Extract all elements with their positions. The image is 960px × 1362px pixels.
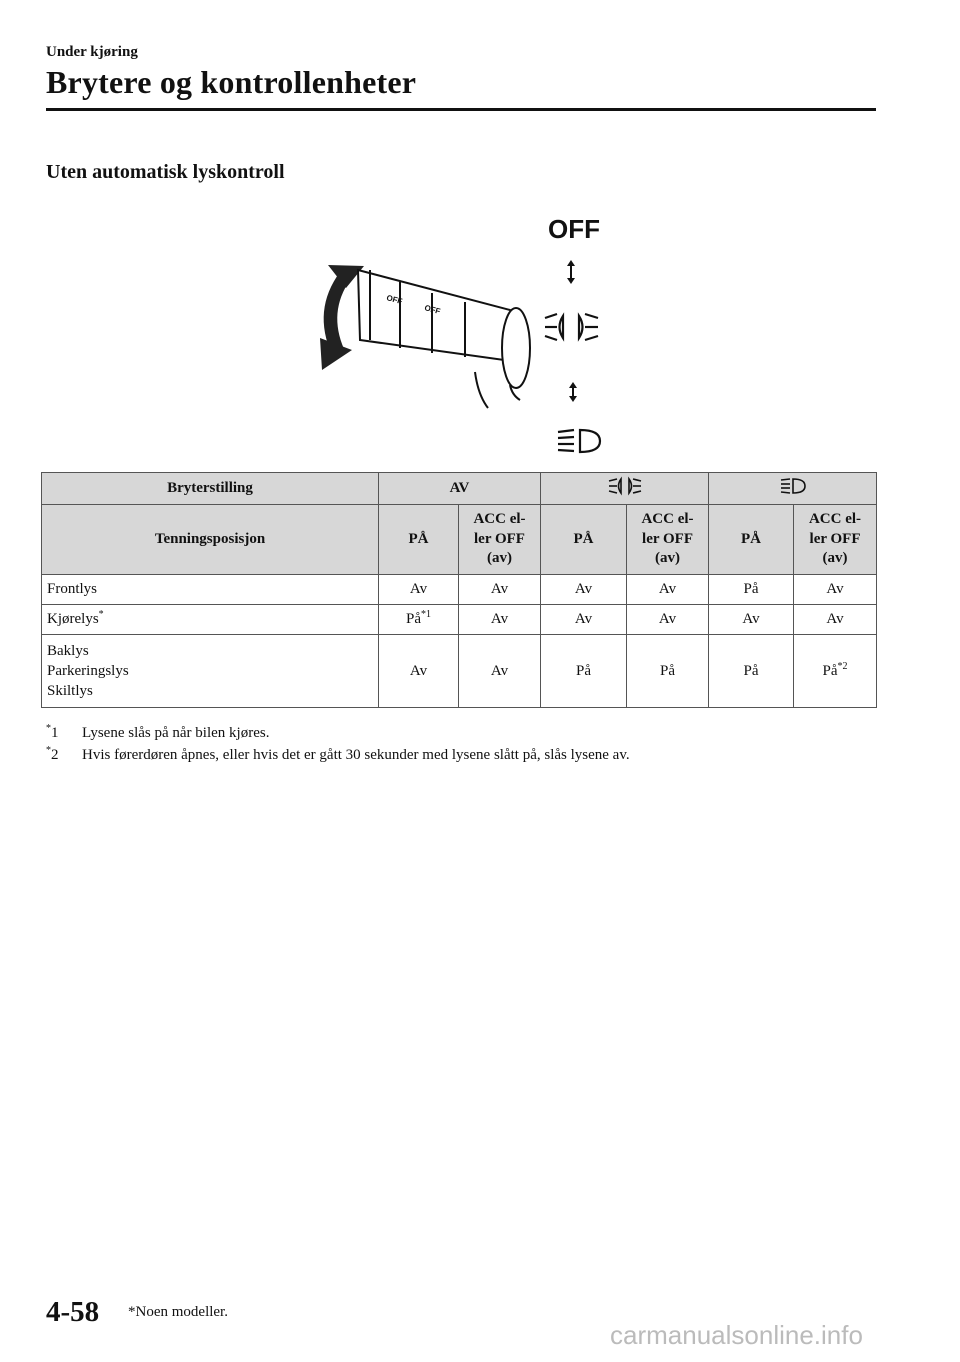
light-switch-illustration — [300, 210, 640, 460]
row-label: Frontlys — [42, 575, 379, 605]
header-av: AV — [379, 473, 541, 505]
section-label: Under kjøring — [46, 44, 138, 60]
title-divider — [46, 108, 876, 111]
lever-icon — [358, 270, 530, 408]
ignition-on: PÅ — [541, 505, 627, 575]
table-cell: På — [709, 635, 794, 708]
table-cell: Av — [709, 605, 794, 635]
header-ignition: Tenningsposisjon — [42, 505, 379, 575]
header-switch-position: Bryterstilling — [42, 473, 379, 505]
table-cell: Av — [541, 605, 627, 635]
table-cell: På — [709, 575, 794, 605]
double-arrow-icon — [567, 260, 575, 284]
ignition-on: PÅ — [709, 505, 794, 575]
table-cell: På — [541, 635, 627, 708]
footer-note: *Noen modeller. — [128, 1304, 228, 1320]
lever-off-1: OFF — [385, 293, 404, 307]
table-cell: Av — [627, 605, 709, 635]
table-cell: $På^{*2}$ — [794, 635, 877, 708]
table-cell: På — [627, 635, 709, 708]
table-cell: Av — [379, 635, 459, 708]
watermark: carmanualsonline.info — [610, 1320, 863, 1350]
table-cell: Av — [379, 575, 459, 605]
row-label: Baklys Parkeringslys Skiltlys — [42, 635, 379, 708]
header-headlight-icon — [709, 473, 877, 505]
table-cell: Av — [541, 575, 627, 605]
lever-off-2: OFF — [423, 303, 442, 317]
table-row — [42, 635, 877, 708]
parking-light-icon — [545, 314, 598, 340]
table-cell: Av — [459, 635, 541, 708]
footnote-2: *2 Hvis førerdøren åpnes, eller hvis det er gått 30 sekunder med lysene slått på, slås lysene av. — [46, 745, 630, 763]
row-label: Kjørelys* — [42, 605, 379, 635]
light-status-table — [41, 472, 877, 708]
table-cell: $På^{*1}$ — [379, 605, 459, 635]
table-subheader-row — [42, 505, 877, 575]
table-cell: Av — [627, 575, 709, 605]
subheading: Uten automatisk lyskontroll — [46, 161, 285, 183]
page-title: Brytere og kontrollenheter — [46, 64, 417, 100]
header-parking-light-icon — [541, 473, 709, 505]
double-arrow-icon — [569, 382, 577, 402]
table-row — [42, 605, 877, 635]
ignition-acc: ACC el- ler OFF (av) — [459, 505, 541, 575]
ignition-acc: ACC el- ler OFF (av) — [627, 505, 709, 575]
table-cell: Av — [794, 605, 877, 635]
table-header-row — [42, 473, 877, 505]
table-cell: Av — [794, 575, 877, 605]
table-cell: Av — [459, 575, 541, 605]
table-row — [42, 575, 877, 605]
table-cell: Av — [459, 605, 541, 635]
off-label: OFF — [548, 214, 600, 244]
headlight-icon — [558, 430, 600, 452]
ignition-on: PÅ — [379, 505, 459, 575]
page-number: 4-58 — [46, 1296, 100, 1328]
ignition-acc: ACC el- ler OFF (av) — [794, 505, 877, 575]
footnote-1: *1 Lysene slås på når bilen kjøres. — [46, 723, 270, 741]
